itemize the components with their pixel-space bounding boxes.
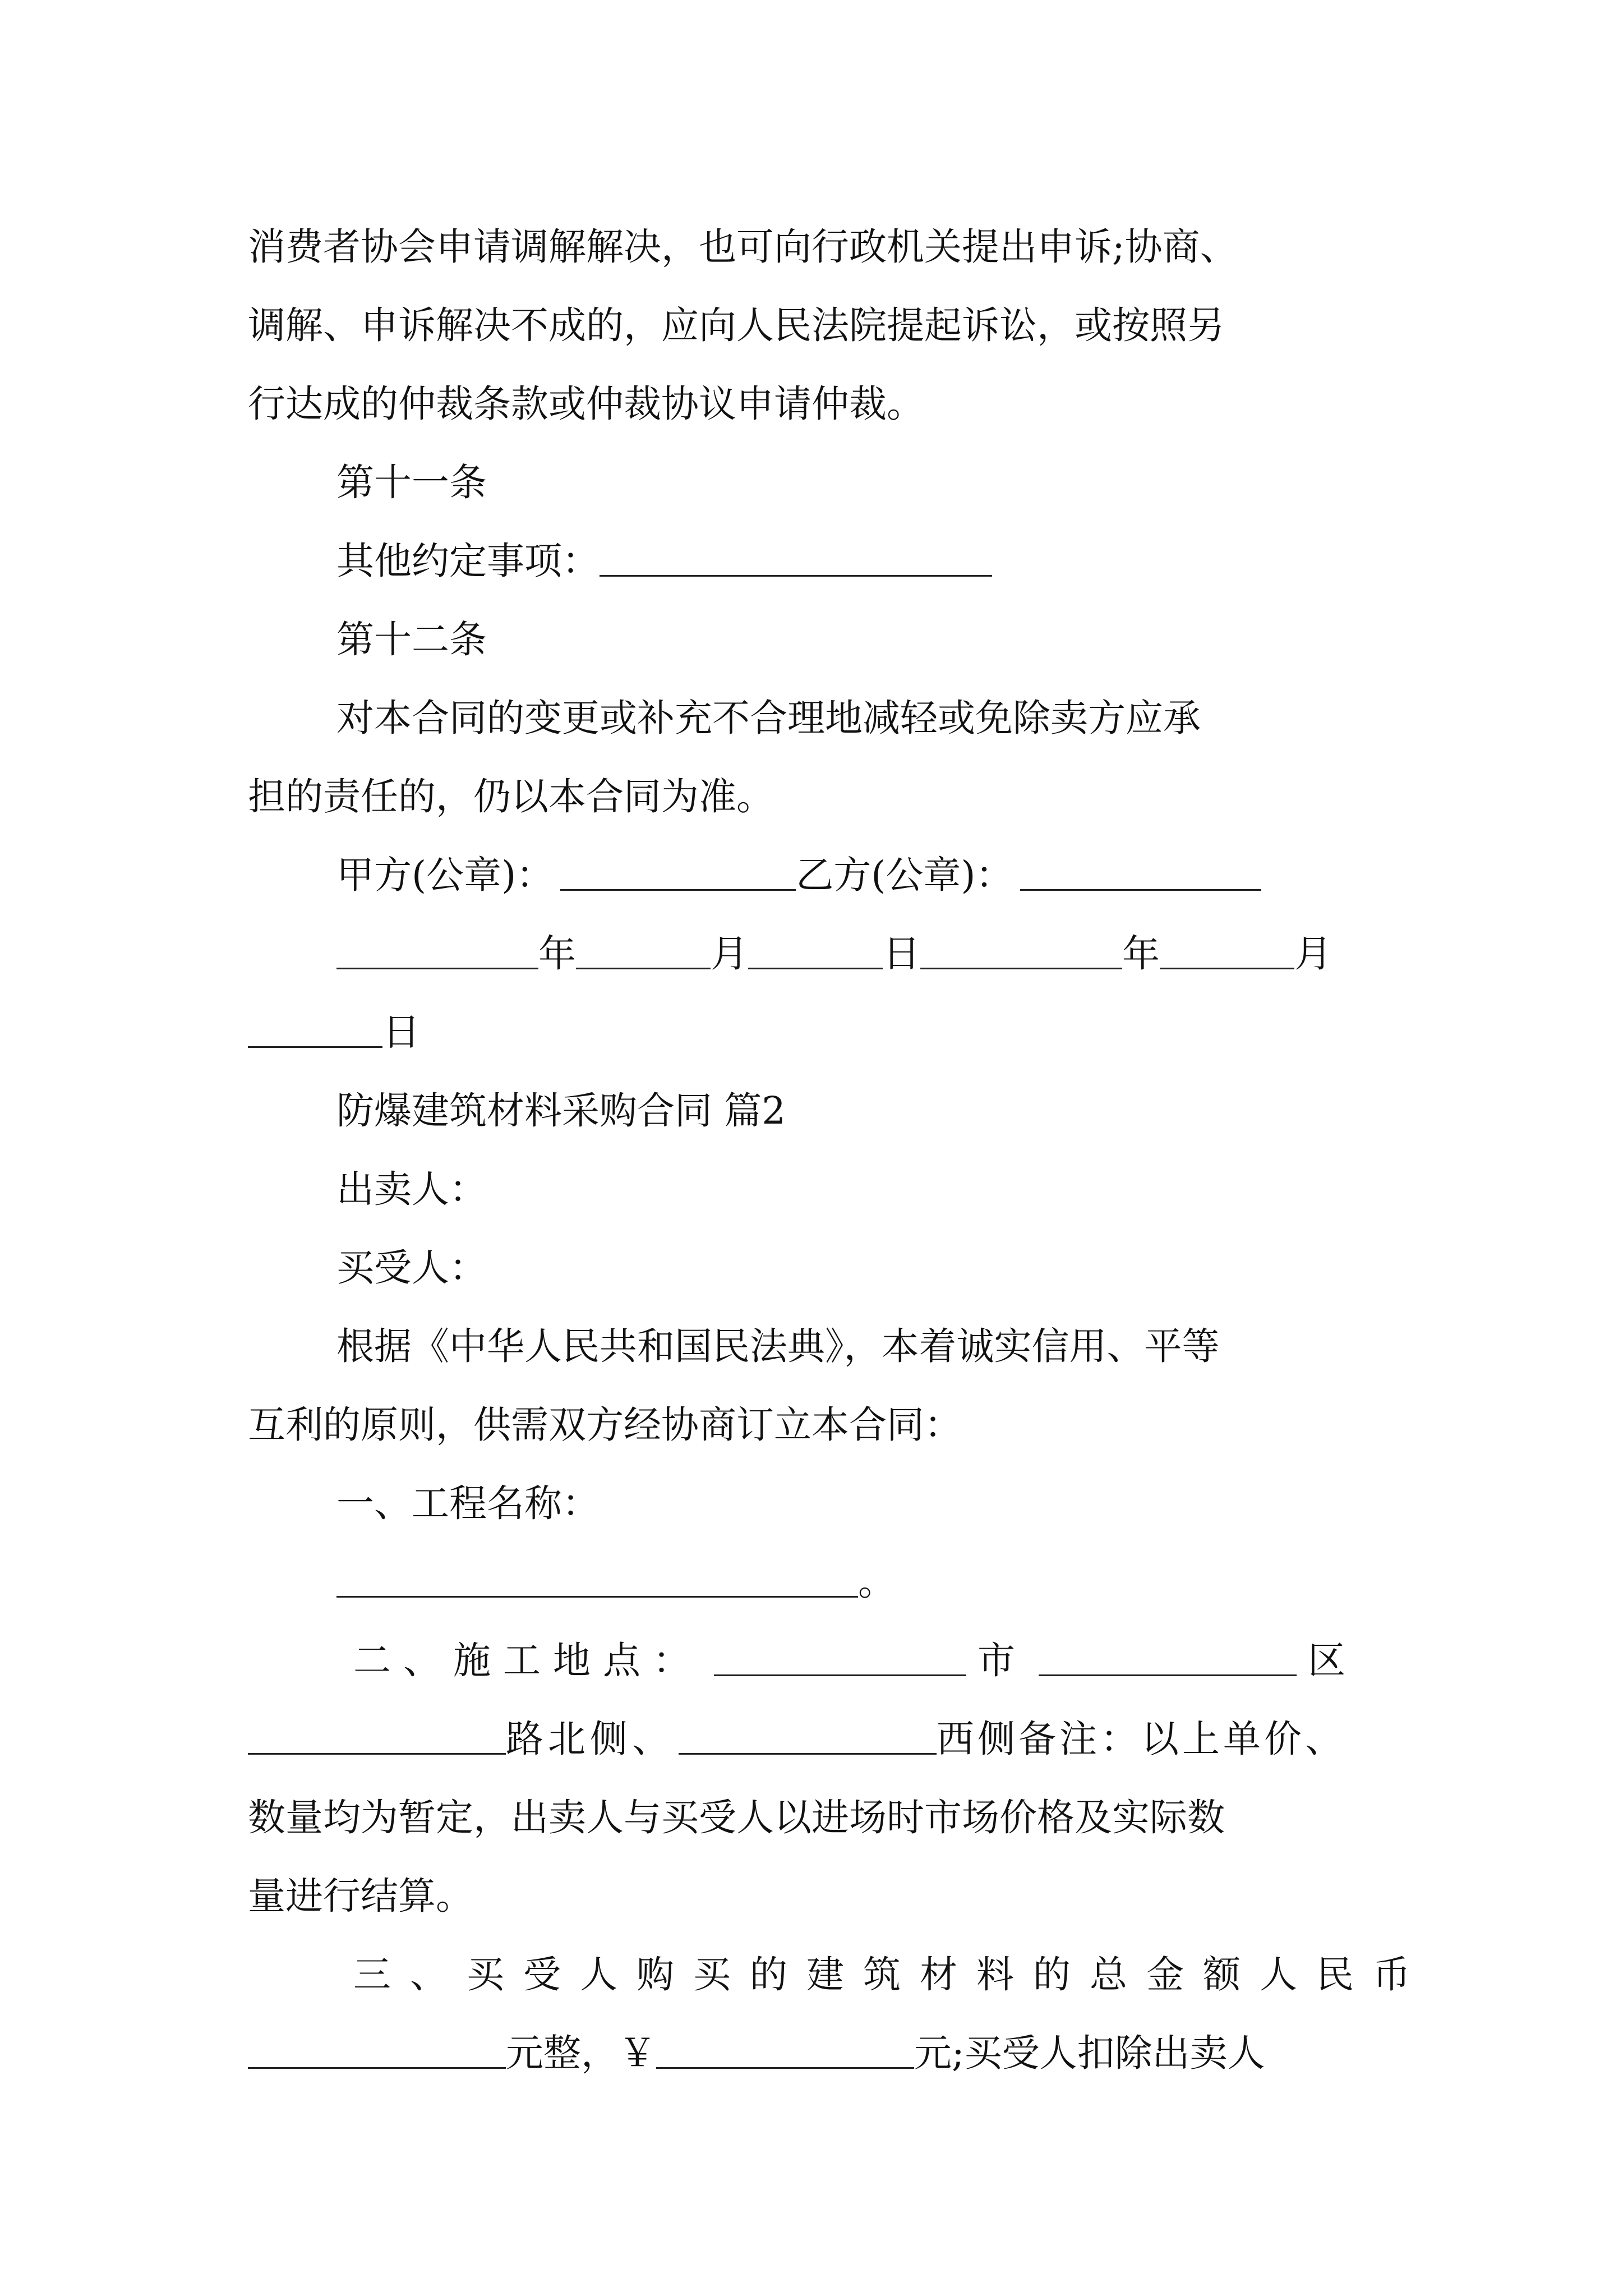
text-line: 行达成的仲裁条款或仲裁协议申请仲裁。	[248, 382, 924, 426]
seller-line	[336, 1150, 1381, 1228]
date-line	[336, 914, 1381, 993]
article-heading	[336, 443, 1381, 522]
project-name-line	[336, 1464, 1381, 1543]
project-name-label: 一、工程名称：	[336, 1481, 600, 1525]
amount-yuan-label: 元整，￥	[506, 2031, 656, 2075]
contract-title: 防爆建筑材料采购合同 篇2	[336, 1089, 786, 1133]
text-line: 数量均为暂定，出卖人与买受人以进场时市场价格及实际数	[248, 1796, 1225, 1839]
article-heading	[336, 600, 1381, 679]
road-north-label: 路北侧、	[506, 1717, 674, 1761]
fill-blank	[336, 968, 538, 969]
paragraph-line	[336, 679, 1381, 757]
text-line: 调解、申诉解决不成的，应向人民法院提起诉讼，或按照另	[248, 303, 1225, 347]
fill-blank	[560, 889, 796, 891]
fill-blank	[1020, 889, 1261, 891]
signature-line	[336, 836, 1381, 914]
paragraph-line	[248, 365, 1381, 443]
date-line	[248, 993, 1381, 1071]
paragraph-line	[248, 286, 1381, 365]
other-matters-line	[336, 522, 1381, 600]
day-label: 日	[883, 932, 920, 976]
fill-blank	[920, 968, 1122, 969]
fill-blank	[748, 968, 883, 969]
month-label: 月	[711, 932, 748, 976]
section-title	[336, 1071, 1381, 1150]
text-line: 对本合同的变更或补充不合理地减轻或免除卖方应承	[336, 696, 1201, 740]
site-location-label: 二、施工地点：	[353, 1639, 703, 1682]
site-location-line	[353, 1621, 1381, 1700]
west-side-note: 西侧备注：以上单价、	[937, 1717, 1346, 1761]
district-label: 区	[1308, 1639, 1358, 1682]
party-a-seal-label: 甲方(公章)：	[336, 853, 554, 897]
article-12-title: 第十二条	[336, 618, 487, 661]
fill-blank	[336, 1596, 858, 1598]
total-amount-line	[353, 1935, 1430, 2014]
fill-blank	[248, 1753, 506, 1755]
day-label: 日	[382, 1010, 420, 1054]
seller-label: 出卖人：	[336, 1167, 487, 1211]
buyer-label: 买受人：	[336, 1246, 487, 1290]
month-label: 月	[1294, 932, 1332, 976]
paragraph-line	[248, 208, 1381, 286]
text-line: 消费者协会申请调解解决，也可向行政机关提出申诉;协商、	[248, 225, 1238, 269]
text-line: 担的责任的，仍以本合同为准。	[248, 775, 774, 818]
party-b-seal-label: 乙方(公章)：	[796, 853, 1013, 897]
fill-blank	[1039, 1674, 1297, 1676]
text-line: 互利的原则，供需双方经协商订立本合同：	[248, 1403, 962, 1447]
text-line: 根据《中华人民共和国民法典》，本着诚实信用、平等	[336, 1324, 1220, 1368]
paragraph-line	[248, 1857, 1381, 1935]
fill-blank	[248, 1046, 382, 1048]
project-name-blank-line	[336, 1543, 1381, 1621]
text-line: 量进行结算。	[248, 1874, 473, 1918]
fill-blank	[1160, 968, 1294, 969]
deduction-text: 元;买受人扣除出卖人	[914, 2031, 1265, 2075]
paragraph-line	[248, 757, 1381, 836]
fill-blank	[714, 1674, 966, 1676]
fill-blank	[248, 2067, 506, 2069]
article-11-title: 第十一条	[336, 461, 487, 504]
fill-blank	[600, 575, 992, 577]
period-mark: 。	[858, 1560, 896, 1604]
paragraph-line	[248, 1386, 1381, 1464]
total-amount-line-2	[248, 2014, 1381, 2092]
site-location-line-2	[248, 1700, 1381, 1778]
other-matters-label: 其他约定事项：	[336, 539, 600, 583]
city-label: 市	[978, 1639, 1027, 1682]
total-amount-label: 三、买受人购买的建筑材料的总金额人民币	[353, 1953, 1430, 1996]
buyer-line	[336, 1228, 1381, 1307]
year-label: 年	[538, 932, 576, 976]
paragraph-line	[248, 1778, 1381, 1857]
fill-blank	[576, 968, 711, 969]
fill-blank	[679, 1753, 937, 1755]
year-label: 年	[1122, 932, 1160, 976]
paragraph-line	[336, 1307, 1381, 1386]
fill-blank	[656, 2067, 914, 2069]
